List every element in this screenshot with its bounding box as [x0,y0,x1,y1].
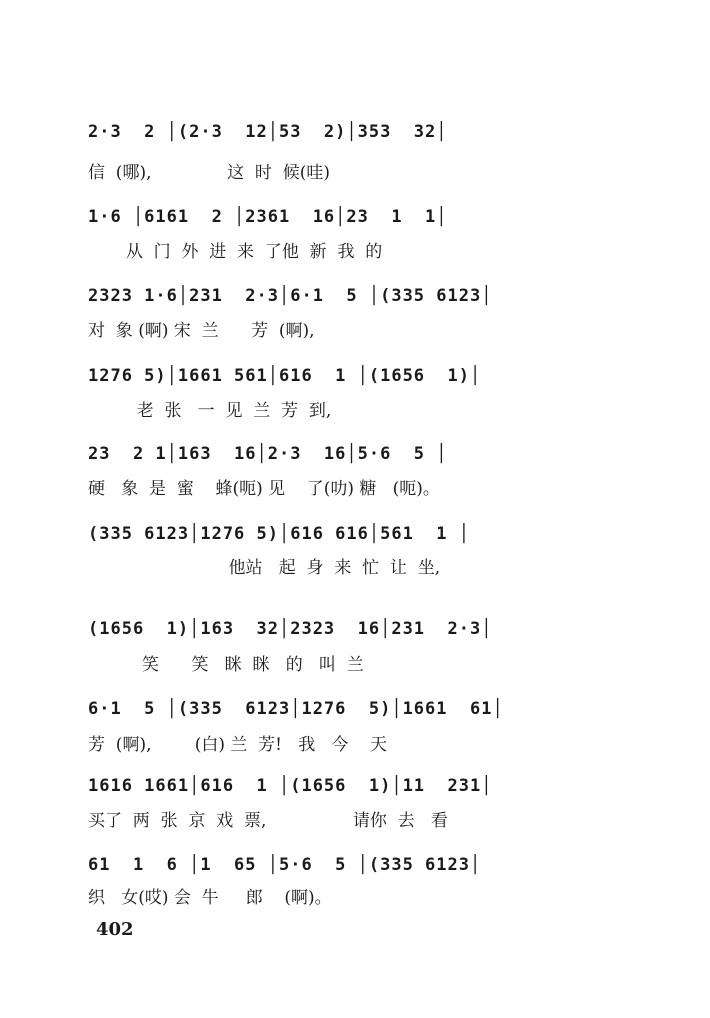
lyrics-line-10 [88,883,628,909]
notation-text: 2·3 2 │(2·3 12│53 2)│353 32│ [88,122,448,142]
lyrics-text: 硬 象 是 蜜 蜂(呃) 见 了(叻) 糖 (呃)。 [88,479,440,499]
notation-line-4 [88,364,628,394]
lyrics-line-9 [88,806,628,832]
notation-line-9 [88,774,628,804]
notation-line-6 [88,522,628,552]
lyrics-text: 织 女(哎) 会 牛 郎 (啊)。 [88,888,332,908]
lyrics-text: 笑 笑 眯 眯 的 叫 兰 [88,655,364,675]
lyrics-text: 信 (哪), 这 时 候(哇) [88,163,331,183]
lyrics-line-4 [88,396,628,422]
lyrics-text: 对 象 (啊) 宋 兰 芳 (啊), [88,321,315,341]
notation-line-3 [88,284,628,314]
notation-text: (1656 1)│163 32│2323 16│231 2·3│ [88,619,493,639]
notation-text: 1616 1661│616 1 │(1656 1)│11 231│ [88,776,493,796]
notation-text: 23 2 1│163 16│2·3 16│5·6 5 │ [88,444,448,464]
notation-text: 6·1 5 │(335 6123│1276 5)│1661 61│ [88,699,504,719]
lyrics-text: 他站 起 身 来 忙 让 坐, [88,558,441,578]
notation-text: 2323 1·6│231 2·3│6·1 5 │(335 6123│ [88,286,493,306]
lyrics-text: 买了 两 张 京 戏 票, 请你 去 看 [88,811,448,831]
lyrics-line-1 [88,158,628,184]
notation-text: 1·6 │6161 2 │2361 16│23 1 1│ [88,207,448,227]
notation-line-8 [88,697,628,727]
notation-line-7 [88,617,628,647]
page-number: 402 [96,919,134,940]
lyrics-text: 芳 (啊), (白) 兰 芳! 我 今 天 [88,735,388,755]
lyrics-text: 从 门 外 进 来 了他 新 我 的 [88,242,383,262]
notation-text: 61 1 6 │1 65 │5·6 5 │(335 6123│ [88,855,482,875]
lyrics-line-5 [88,474,628,500]
notation-line-10 [88,853,628,883]
lyrics-line-2 [88,237,628,263]
lyrics-line-7 [88,650,628,676]
notation-line-2 [88,205,628,235]
notation-text: (335 6123│1276 5)│616 616│561 1 │ [88,524,470,544]
notation-line-1 [88,120,628,150]
notation-text: 1276 5)│1661 561│616 1 │(1656 1)│ [88,366,482,386]
lyrics-text: 老 张 一 见 兰 芳 到, [88,401,332,421]
lyrics-line-3 [88,316,628,342]
lyrics-line-8 [88,730,628,756]
notation-line-5 [88,442,628,472]
lyrics-line-6 [88,553,628,579]
